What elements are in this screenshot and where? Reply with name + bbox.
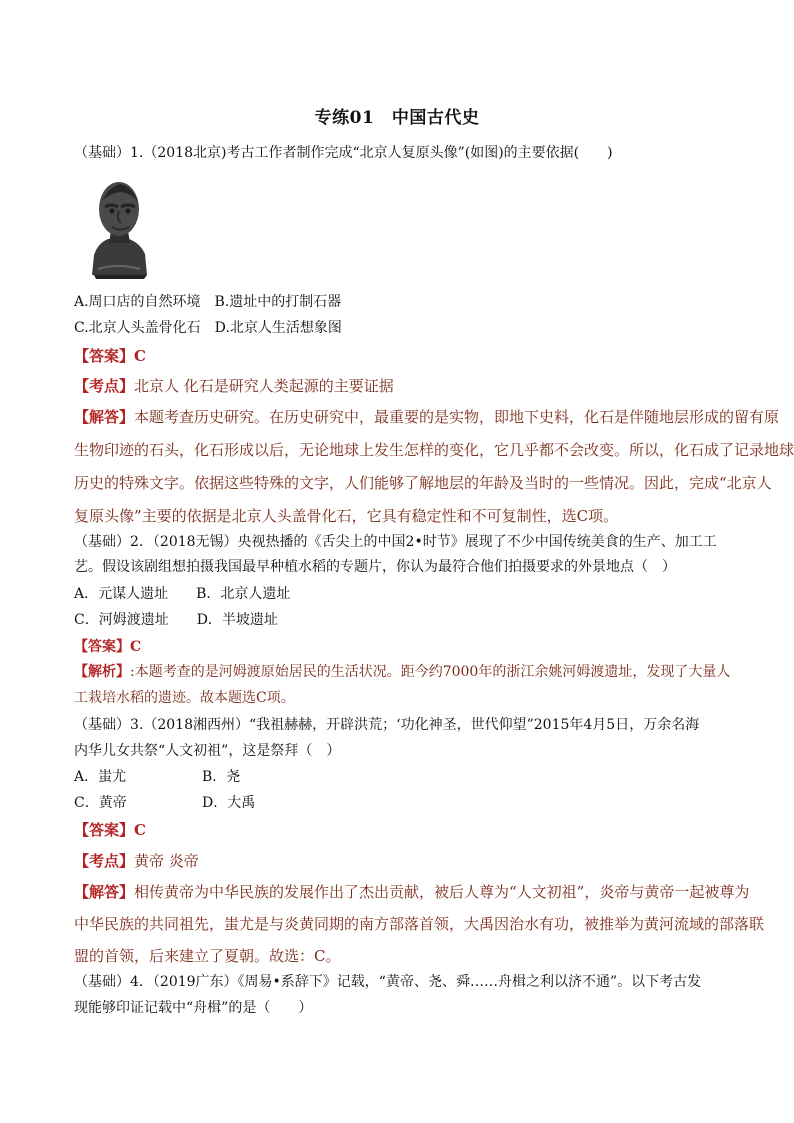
q3-analysis-text-1: 相传黄帝为中华民族的发展作出了杰出贡献，被后人尊为“人文初祖”，炎帝与黄帝一起被尊为 xyxy=(134,883,750,901)
q1-analysis-line-1 xyxy=(74,406,780,428)
q4-stem-line-2: 现能够印证记载中“舟楫”的是（ ） xyxy=(74,1000,313,1016)
q3-option-c: C．黄帝 xyxy=(74,795,127,811)
q4-stem-line-1: （基础）4．（2019广东）《周易•系辞下》记载，“黄帝、尧、舜……舟楫之利以济不通”。以下考古发 xyxy=(74,974,702,990)
q3-answer-value: C xyxy=(134,821,146,839)
beijing-man-bust-image xyxy=(74,171,162,281)
q1-point-label: 【考点】 xyxy=(74,377,135,395)
q3-option-d: D．大禹 xyxy=(202,795,256,811)
q1-answer-value: C xyxy=(134,347,146,365)
q1-analysis-line-2: 生物印迹的石头，化石形成以后，无论地球上发生怎样的变化，它几乎都不会改变。所以，化石成了记录地球 xyxy=(74,441,794,459)
q1-analysis-line-3: 历史的特殊文字。依据这些特殊的文字，人们能够了解地层的年龄及当时的一些情况。因此，完成“北京人 xyxy=(74,474,772,492)
q2-stem-line-2: 艺。假设该剧组想拍摄我国最早种植水稻的专题片，你认为最符合他们拍摄要求的外景地点（ ） xyxy=(74,559,676,575)
q2-stem-line-1: （基础）2．（2018无锡）央视热播的《舌尖上的中国2•时节》展现了不少中国传统美食的生产、加工工 xyxy=(74,534,717,550)
q3-analysis-line-2: 中华民族的共同祖先，蚩尤是与炎黄同期的南方部落首领，大禹因治水有功，被推举为黄河流域的部落联 xyxy=(74,915,765,933)
q3-option-b: B．尧 xyxy=(202,769,241,785)
page-title: 专练01 中国古代史 xyxy=(314,108,480,128)
q3-analysis-line-3: 盟的首领，后来建立了夏朝。故选：C。 xyxy=(74,947,341,965)
q3-point-value: 黄帝 炎帝 xyxy=(134,852,199,870)
q2-analysis-line-1 xyxy=(74,662,731,682)
q1-options-ab: A.周口店的自然环境 B.遗址中的打制石器 xyxy=(74,294,342,310)
q3-point xyxy=(74,850,724,872)
q3-answer-label: 【答案】 xyxy=(74,821,135,839)
q3-point-label: 【考点】 xyxy=(74,852,135,870)
q3-answer xyxy=(74,819,724,841)
q1-point-value: 北京人 化石是研究人类起源的主要证据 xyxy=(134,377,394,395)
q3-stem-line-2: 内华儿女共祭“人文初祖”，这是祭拜（ ） xyxy=(74,743,341,759)
q1-answer-label: 【答案】 xyxy=(74,347,135,365)
q3-stem-line-1: （基础）3.（2018湘西州）“我祖赫赫，开辟洪荒；‘功化神圣，世代仰望”2015年4月5日，万余名海 xyxy=(74,717,700,733)
q2-analysis-label: 【解析】 xyxy=(74,664,130,680)
q2-answer xyxy=(74,637,724,657)
q2-analysis-text-1: :本题考查的是河姆渡原始居民的生活状况。距今约7000年的浙江余姚河姆渡遗址，发现了大量人 xyxy=(130,664,731,680)
q1-point xyxy=(74,375,724,397)
q2-options-cd: C．河姆渡遗址 D．半坡遗址 xyxy=(74,612,278,628)
q1-analysis-text-1: 本题考查历史研究。在历史研究中，最重要的是实物，即地下史料，化石是伴随地层形成的留有原 xyxy=(134,408,780,426)
q1-options-cd: C.北京人头盖骨化石 D.北京人生活想象图 xyxy=(74,320,342,336)
q1-analysis-label: 【解答】 xyxy=(74,408,135,426)
q3-analysis-label: 【解答】 xyxy=(74,883,135,901)
q1-analysis-line-4: 复原头像”主要的依据是北京人头盖骨化石，它具有稳定性和不可复制性，选C项。 xyxy=(74,507,619,525)
q2-answer-value: C xyxy=(130,639,142,655)
q1-answer xyxy=(74,345,724,367)
q2-options-ab: A．元谋人遗址 B．北京人遗址 xyxy=(74,586,291,602)
q3-option-a: A．蚩尤 xyxy=(74,769,127,785)
q2-analysis-line-2: 工栽培水稻的遗迹。故本题选C项。 xyxy=(74,690,295,706)
q3-analysis-line-1 xyxy=(74,881,750,903)
q1-stem: （基础）1.（2018北京)考古工作者制作完成“北京人复原头像”(如图)的主要依据( ) xyxy=(74,145,613,161)
q2-answer-label: 【答案】 xyxy=(74,639,130,655)
